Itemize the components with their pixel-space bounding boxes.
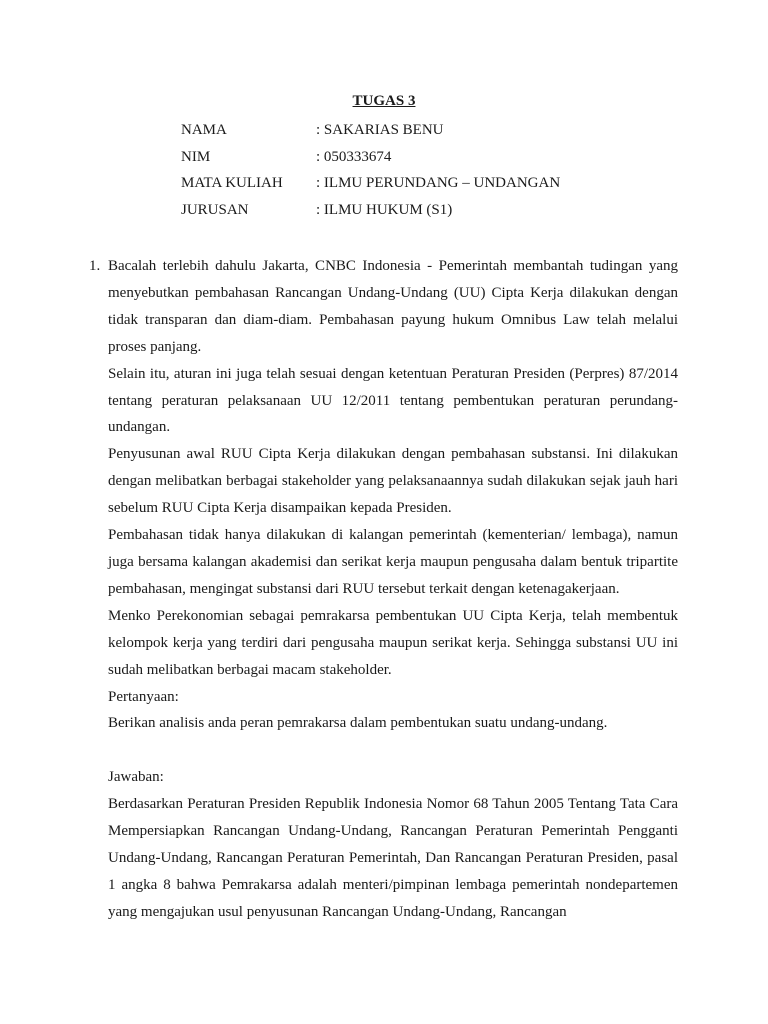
info-label: MATA KULIAH — [181, 175, 283, 192]
info-label: NIM — [181, 148, 211, 165]
question-label: Pertanyaan: — [108, 688, 179, 705]
question-body — [108, 253, 678, 926]
info-row-mata-kuliah — [181, 170, 681, 197]
info-value: : 050333674 — [316, 148, 392, 165]
info-label: JURUSAN — [181, 202, 249, 219]
document-title: TUGAS 3 — [352, 93, 416, 109]
question-number: 1. — [89, 258, 101, 274]
info-label: NAMA — [181, 122, 227, 138]
question-text: Berikan analisis anda peran pemrakarsa dalam pembentukan suatu undang-undang. — [108, 715, 608, 732]
info-value: : SAKARIAS BENU — [316, 122, 444, 138]
info-value: : ILMU HUKUM (S1) — [316, 202, 453, 219]
blank-line — [108, 737, 678, 764]
paragraph: Bacalah terlebih dahulu Jakarta, CNBC Indonesia - Pemerintah membantah tudingan yang menyebutkan pembahasan Rancangan Undang-Undang (UU) Cipta Kerja dilakukan dengan tidak transparan dan diam-diam. Pembahasan payung hukum Omnibus Law telah melalui proses panjang. — [108, 258, 678, 355]
paragraph: Penyusunan awal RUU Cipta Kerja dilakukan dengan pembahasan substansi. Ini dilakukan dengan melibatkan berbagai stakeholder yang pelaksanaannya sudah dilakukan sejak jauh hari sebelum RUU Cipta Kerja disampaikan kepada Presiden. — [108, 446, 678, 517]
info-row-jurusan — [181, 197, 681, 224]
answer-text: Berdasarkan Peraturan Presiden Republik Indonesia Nomor 68 Tahun 2005 Tentang Tata Cara Mempersiapkan Rancangan Undang-Undang, Rancangan Peraturan Pemerintah Pengganti Undang-Undang, Rancangan Peraturan Pemerintah, Dan Rancangan Peraturan Presiden, pasal 1 angka 8 bahwa Pemrakarsa adalah menteri/pimpinan lembaga pemerintah nondepartemen yang mengajukan usul penyusunan Rancangan Undang-Undang, Rancangan — [108, 796, 678, 920]
paragraph: Menko Perekonomian sebagai pemrakarsa pembentukan UU Cipta Kerja, telah membentuk kelompok kerja yang terdiri dari pengusaha maupun serikat kerja. Sehingga substansi UU ini sudah melibatkan berbagai macam stakeholder. — [108, 607, 678, 678]
student-info-block — [181, 117, 681, 224]
paragraph: Pembahasan tidak hanya dilakukan di kalangan pemerintah (kementerian/ lembaga), namun juga bersama kalangan akademisi dan serikat kerja maupun pengusaha dalam bentuk tripartite pembahasan, mengingat substansi dari RUU tersebut terkait dengan ketenagakerjaan. — [108, 527, 678, 597]
info-value: : ILMU PERUNDANG – UNDANGAN — [316, 175, 561, 192]
info-row-nama — [181, 117, 681, 144]
info-row-nim — [181, 144, 681, 171]
answer-label: Jawaban: — [108, 769, 164, 786]
paragraph: Selain itu, aturan ini juga telah sesuai dengan ketentuan Peraturan Presiden (Perpres) 87/2014 tentang peraturan pelaksanaan UU 12/2011 tentang pembentukan peraturan perundang-undangan. — [108, 365, 678, 436]
